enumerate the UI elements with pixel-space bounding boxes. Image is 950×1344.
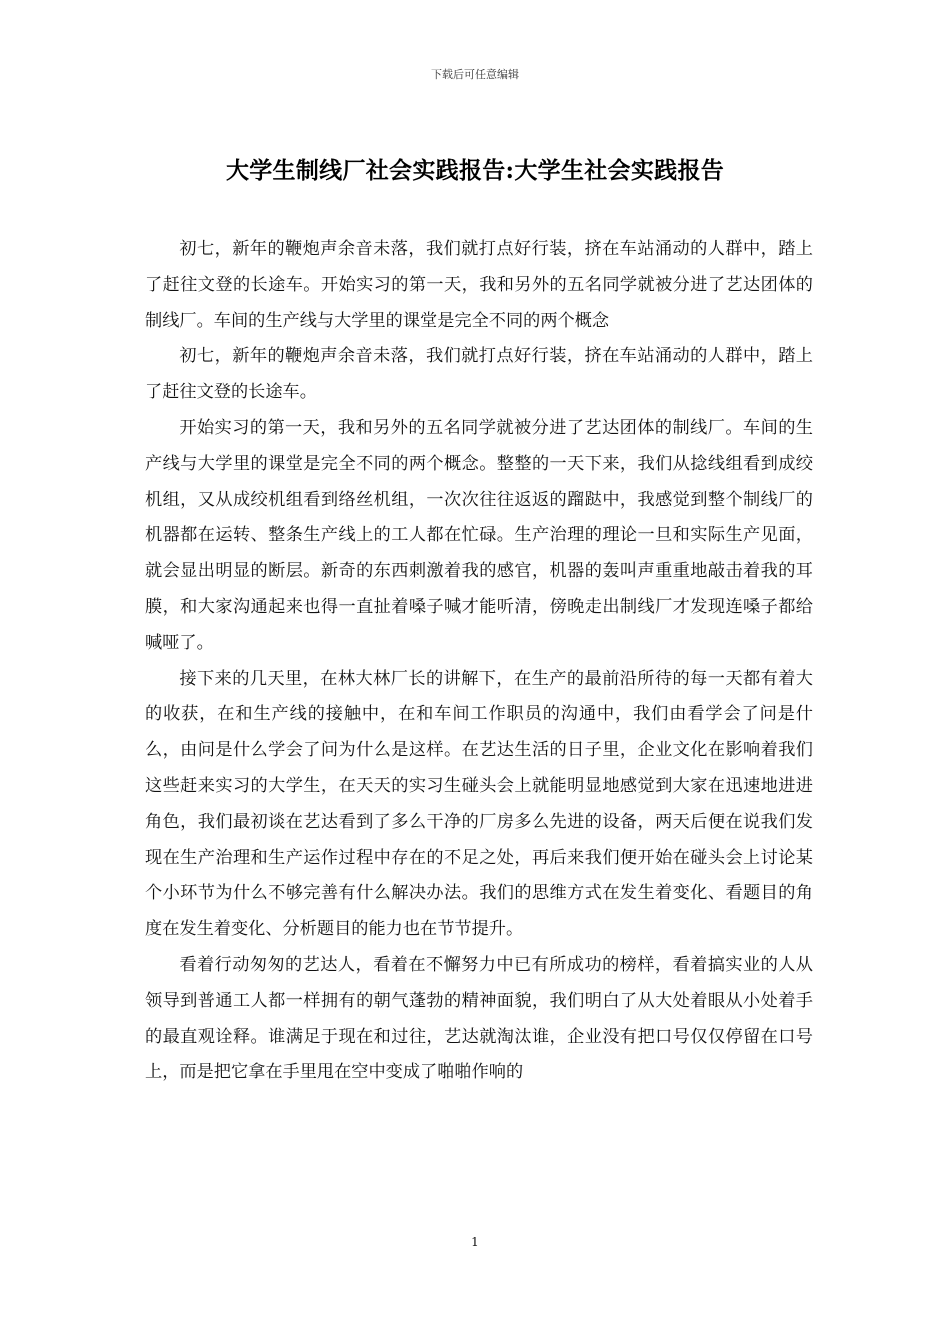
page-number: 1 bbox=[471, 1235, 479, 1249]
document-body bbox=[145, 232, 813, 1091]
paragraph: 接下来的几天里，在林大林厂长的讲解下，在生产的最前沿所待的每一天都有着大的收获，在和生产线的接触中，在和车间工作职员的沟通中，我们由看学会了问是什么，由问是什么学会了问为什么是这样。在艺达生活的日子里，企业文化在影响着我们这些赶来实习的大学生，在天天的实习生碰头会上就能明显地感觉到大家在迅速地进进角色，我们最初谈在艺达看到了多么干净的厂房多么先进的设备，两天后便在说我们发现在生产治理和生产运作过程中存在的不足之处，再后来我们便开始在碰头会上讨论某个小环节为什么不够完善有什么解决办法。我们的思维方式在发生着变化、看题目的角度在发生着变化、分析题目的能力也在节节提升。 bbox=[145, 668, 813, 940]
paragraph: 初七，新年的鞭炮声余音未落，我们就打点好行装，挤在车站涌动的人群中，踏上了赶往文登的长途车。开始实习的第一天，我和另外的五名同学就被分进了艺达团体的制线厂。车间的生产线与大学里的课堂是完全不同的两个概念 bbox=[145, 239, 813, 331]
paragraph: 开始实习的第一天，我和另外的五名同学就被分进了艺达团体的制线厂。车间的生产线与大学里的课堂是完全不同的两个概念。整整的一天下来，我们从捻线组看到成绞机组，又从成绞机组看到络丝机组，一次次往往返返的蹓跶中，我感觉到整个制线厂的机器都在运转、整条生产线上的工人都在忙碌。生产治理的理论一旦和实际生产见面，就会显出明显的断层。新奇的东西刺激着我的感官，机器的轰叫声重重地敲击着我的耳膜，和大家沟通起来也得一直扯着嗓子喊才能听清，傍晚走出制线厂才发现连嗓子都给喊哑了。 bbox=[145, 417, 813, 653]
paragraph: 初七，新年的鞭炮声余音未落，我们就打点好行装，挤在车站涌动的人群中，踏上了赶往文登的长途车。 bbox=[145, 346, 813, 403]
document-title: 大学生制线厂社会实践报告:大学生社会实践报告 bbox=[225, 157, 725, 184]
header-note: 下载后可任意编辑 bbox=[431, 68, 519, 81]
paragraph: 看着行动匆匆的艺达人，看着在不懈努力中已有所成功的榜样，看着搞实业的人从领导到普通工人都一样拥有的朝气蓬勃的精神面貌，我们明白了从大处着眼从小处着手的最直观诠释。谁满足于现在和过往，艺达就淘汰谁，企业没有把口号仅仅停留在口号上，而是把它拿在手里甩在空中变成了啪啪作响的 bbox=[145, 954, 813, 1083]
